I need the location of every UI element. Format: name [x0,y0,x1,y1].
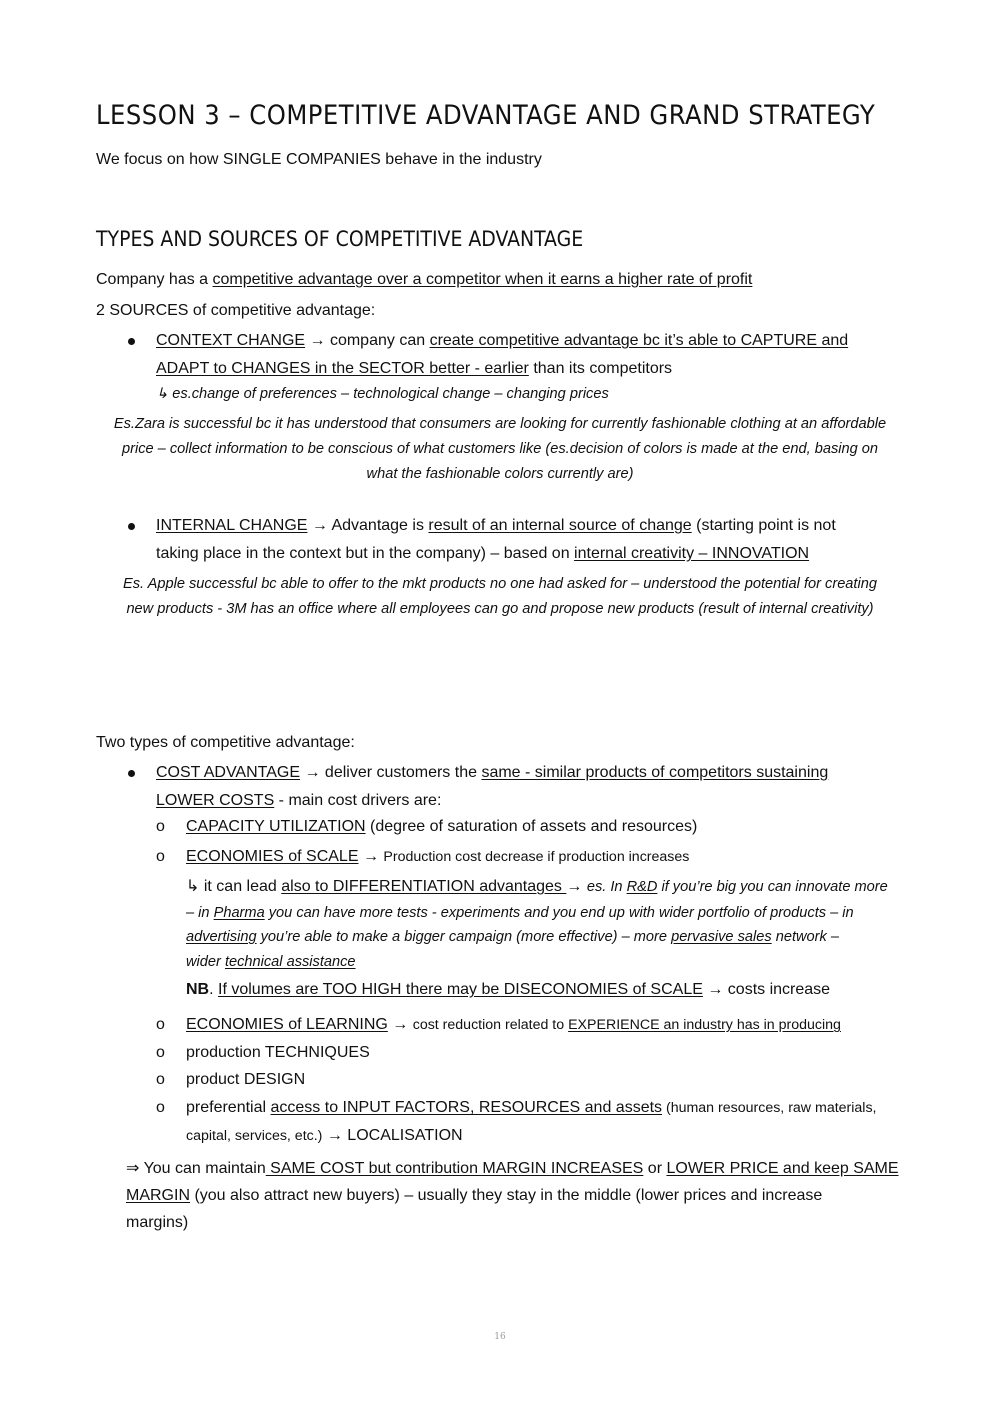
definition-line: Company has a competitive advantage over a competitor when it earns a higher rate of profit [96,271,753,288]
context-change-sub: ↳ es.change of preferences – technological change – changing prices [156,386,609,402]
cost-advantage-line2: LOWER COSTS - main cost drivers are: [156,792,442,809]
driver-preferential: preferential access to INPUT FACTORS, RESOURCES and assets (human resources, raw materials, [186,1099,877,1116]
page-title: LESSON 3 – COMPETITIVE ADVANTAGE AND GRAND STRATEGY [96,100,876,131]
circle-bullet: o [156,1099,165,1116]
page-number: 16 [494,1332,506,1342]
scale-lead-line1: ↳ it can lead also to DIFFERENTIATION advantages → es. In R&D if you’re big you can innovate more [186,878,888,895]
conclusion-line2: MARGIN (you also attract new buyers) – usually they stay in the middle (lower prices and increase [126,1187,823,1204]
intro-text: We focus on how SINGLE COMPANIES behave in the industry [96,151,542,168]
conclusion-line3: margins) [126,1214,189,1231]
scale-lead-line3: advertising you’re able to make a bigger campaign (more effective) – more pervasive sales network – [186,929,839,945]
circle-bullet: o [156,1016,165,1033]
bullet-marker [128,338,135,345]
apple-example: Es. Apple successful bc able to offer to the mkt products no one had asked for – understood the potential for creating new products - 3M has an office where all employees can go and propose new products (result of internal creativity) [123,576,877,617]
circle-bullet: o [156,1071,165,1088]
driver-techniques: production TECHNIQUES [186,1044,370,1061]
nb-note: NB. If volumes are TOO HIGH there may be DISECONOMIES of SCALE → costs increase [186,981,831,998]
bullet-marker [128,770,135,777]
context-change-line2: ADAPT to CHANGES in the SECTOR better - earlier than its competitors [156,360,673,377]
sources-intro: 2 SOURCES of competitive advantage: [96,302,376,319]
conclusion-line1: ⇒ You can maintain SAME COST but contribution MARGIN INCREASES or LOWER PRICE and keep SAME [126,1160,899,1177]
circle-bullet: o [156,818,165,835]
driver-design: product DESIGN [186,1071,306,1088]
cost-advantage-line1: COST ADVANTAGE → deliver customers the same - similar products of competitors sustaining [156,764,829,781]
driver-scale: ECONOMIES of SCALE → Production cost decrease if production increases [186,848,690,865]
internal-change-line2: taking place in the context but in the company) – based on internal creativity – INNOVATION [156,545,810,562]
scale-lead-line2: – in Pharma you can have more tests - experiments and you end up with wider portfolio of products – in [186,905,854,921]
driver-capacity: CAPACITY UTILIZATION (degree of saturation of assets and resources) [186,818,698,835]
circle-bullet: o [156,1044,165,1061]
zara-example: Es.Zara is successful bc it has understood that consumers are looking for currently fashionable clothing at an affordable price – collect information to be conscious of what customers like (es.decision of colors is made at the end, basing on what the fashionable colors currently are) [113,416,887,482]
driver-preferential-line2: capital, services, etc.) → LOCALISATION [186,1127,463,1144]
internal-change-line1: INTERNAL CHANGE → Advantage is result of an internal source of change (starting point is not [156,517,836,534]
scale-lead-line4: wider technical assistance [186,954,356,970]
driver-learning: ECONOMIES of LEARNING → cost reduction related to EXPERIENCE an industry has in producing [186,1016,841,1033]
circle-bullet: o [156,848,165,865]
types-intro: Two types of competitive advantage: [96,734,355,751]
section-heading: TYPES AND SOURCES OF COMPETITIVE ADVANTAGE [96,227,584,251]
context-change-line1: CONTEXT CHANGE → company can create competitive advantage bc it’s able to CAPTURE and [156,332,849,349]
bullet-marker [128,523,135,530]
